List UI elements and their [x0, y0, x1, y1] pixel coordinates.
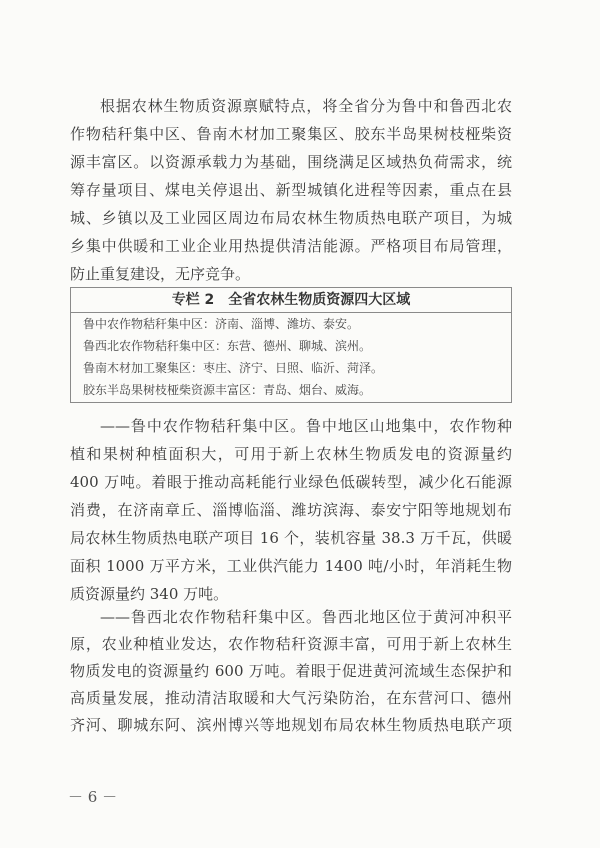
text-line: 物质发电的资源量约 600 万吨。着眼于促进黄河流域生态保护和: [70, 662, 512, 680]
page-number: － 6 －: [68, 788, 118, 806]
box-row: 鲁南木材加工聚集区：枣庄、济宁、日照、临沂、菏泽。: [83, 361, 384, 375]
text-line: 植和果树种植面积大，可用于新上农林生物质发电的资源量约: [70, 445, 512, 463]
text-line: 防止重复建设，无序竞争。: [70, 265, 251, 283]
paragraph-regional-layout: [70, 92, 512, 288]
box-row: 鲁西北农作物秸秆集中区：东营、德州、聊城、滨州。: [83, 339, 372, 353]
sidebar-box-four-regions: [70, 287, 512, 403]
text-line: 源丰富区。以资源承载力为基础，围绕满足区域热负荷需求，统: [70, 153, 512, 171]
box-row: 胶东半岛果树枝桠柴资源丰富区：青岛、烟台、威海。: [83, 383, 372, 397]
text-line: 根据农林生物质资源禀赋特点，将全省分为鲁中和鲁西北农: [100, 97, 512, 115]
box-title: 专栏 2 全省农林生物质资源四大区域: [71, 288, 511, 313]
box-row: 鲁中农作物秸秆集中区：济南、淄博、潍坊、泰安。: [83, 317, 360, 331]
text-line: 筹存量项目、煤电关停退出、新型城镇化进程等因素，重点在县: [70, 181, 512, 199]
text-line: 原，农业种植业发达，农作物秸秆资源丰富，可用于新上农林生: [70, 635, 512, 653]
text-line: 乡集中供暖和工业企业用热提供清洁能源。严格项目布局管理，: [70, 237, 512, 255]
text-line: 面积 1000 万平方米，工业供汽能力 1400 吨/小时，年消耗生物: [70, 557, 512, 575]
text-line: 400 万吨。着眼于推动高耗能行业绿色低碳转型，减少化石能源: [70, 473, 512, 491]
text-line: 高质量发展，推动清洁取暖和大气污染防治，在东营河口、德州: [70, 689, 512, 707]
text-line: ——鲁中农作物秸秆集中区。鲁中地区山地集中，农作物种: [100, 417, 512, 435]
text-line: 城、乡镇以及工业园区周边布局农林生物质热电联产项目，为城: [70, 209, 512, 227]
text-line: 齐河、聊城东阿、滨州博兴等地规划布局农林生物质热电联产项: [70, 716, 512, 734]
text-line: 作物秸秆集中区、鲁南木材加工聚集区、胶东半岛果树枝桠柴资: [70, 125, 512, 143]
text-line: 局农林生物质热电联产项目 16 个，装机容量 38.3 万千瓦，供暖: [70, 529, 512, 547]
text-line: ——鲁西北农作物秸秆集中区。鲁西北地区位于黄河冲积平: [100, 608, 512, 626]
paragraph-luxibei: [70, 604, 512, 739]
text-line: 消费，在济南章丘、淄博临淄、潍坊滨海、泰安宁阳等地规划布: [70, 501, 512, 519]
text-line: 质资源量约 340 万吨。: [70, 585, 229, 603]
paragraph-luzhong: [70, 412, 512, 608]
